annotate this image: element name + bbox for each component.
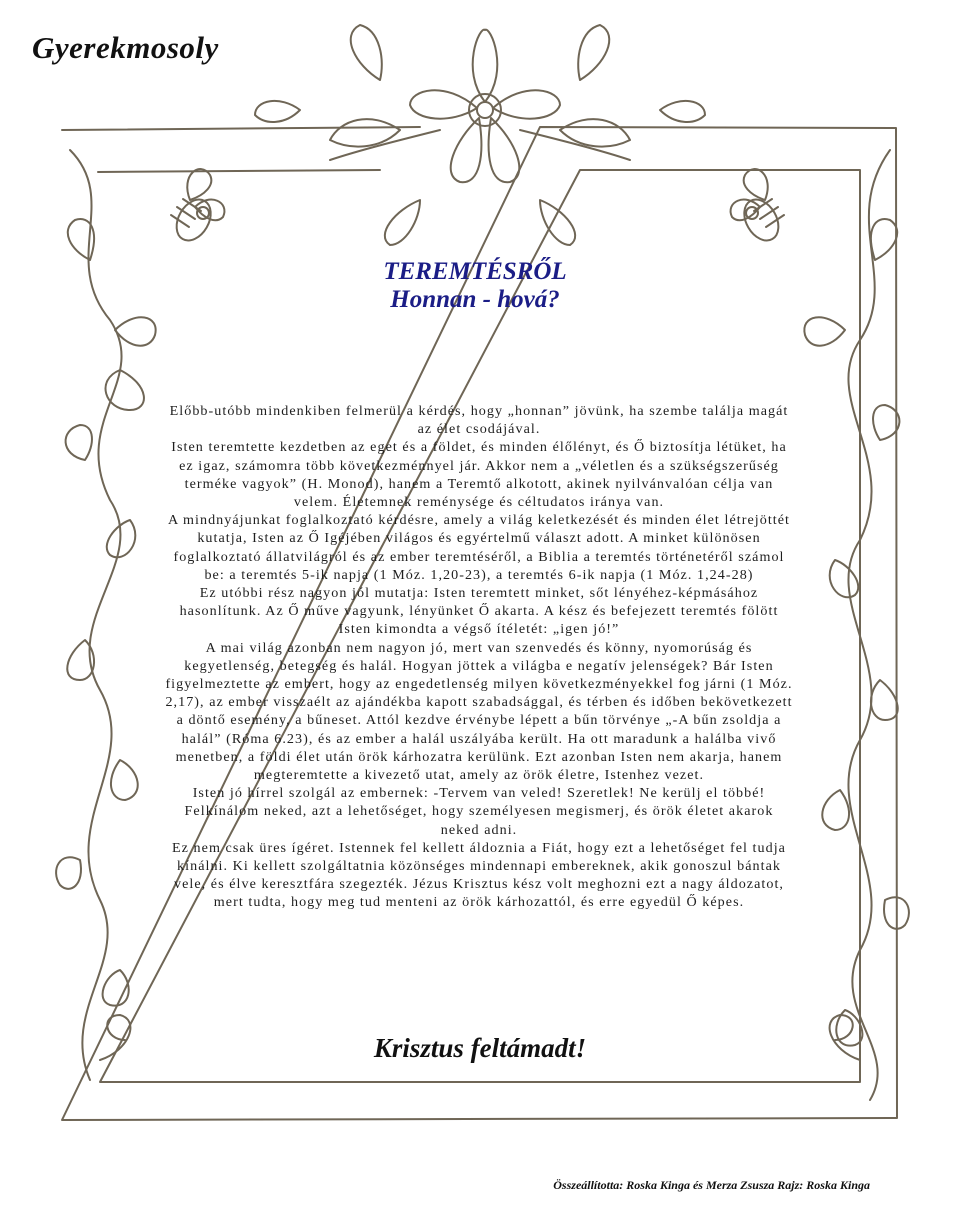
- credits-line: Összeállította: Roska Kinga és Merza Zsusza Rajz: Roska Kinga: [553, 1178, 870, 1192]
- title-line-1: TEREMTÉSRŐL: [383, 258, 567, 285]
- paragraph: Ez utóbbi rész nagyon jól mutatja: Isten teremtett minket, sőt lényéhez-képmásához hasonlítunk. Az Ő műve vagyunk, lényünket Ő akarta. A kész és befejezett teremtés fölött Isten kimondta a végső ítéletét: „igen jó!”: [179, 585, 779, 638]
- paragraph: Isten jó hírrel szolgál az embernek: -Tervem van veled! Szeretlek! Ne kerülj el többé! Felkínálom neked, azt a lehetőséget, hogy személyesen megismerj, és örök életet akarok neked adni.: [184, 785, 774, 838]
- paragraph: Előbb-utóbb mindenkiben felmerül a kérdés, hogy „honnan” jövünk, ha szembe találja magát az élet csodájával.: [169, 403, 789, 438]
- paragraph: A mindnyájunkat foglalkoztató kérdésre, amely a világ keletkezését és minden élet létrejöttét kutatja, Isten az Ő Igéjében világos és egyértelmű választ adott. A minket különösen foglalkoztató állatvilágról és az ember teremtéséről, a Biblia a teremtés történetéről számol be: a teremtés 5-ik napja (1 Móz. 1,20-23), a teremtés 6-ik napja (1 Móz. 1,24-28): [167, 512, 791, 583]
- closing-heading: Krisztus feltámadt!: [373, 1033, 587, 1063]
- paragraph: Ez nem csak üres ígéret. Istennek fel kellett áldoznia a Fiát, hogy ezt a lehetőséget fel tudja kínálni. Ki kellett szolgáltatnia közönséges mindennapi embereknek, akik gonoszul bántak vele, és élve keresztfára szegezték. Jézus Krisztus kész volt meghozni ezt a nagy áldozatot, mert tudta, hogy meg tud menteni az örök kárhozattól, és erre egyedül Ő képes.: [172, 839, 786, 911]
- paragraph: A mai világ azonban nem nagyon jó, mert van szenvedés és könny, nyomorúság és kegyetlenség, betegség és halál. Hogyan jöttek a világba e negatív jelenségek? Bár Isten figyelmeztette az embert, hogy az engedetlenség milyen következményekkel fog járni (1 Móz. 2,17), az ember visszaélt az ajándékba kapott szabadsággal, és térben és időben bekövetkezett a döntő esemény, a bűneset. Attól kezdve érvénybe lépett a bűn törvénye „-A bűn zsoldja a halál” (Róma 6.23), és az ember a halál uszályába került. Ha ott maradunk a halálba vivő menetben, a földi élet után örök kárhozatra kerülünk. Ezt azonban Isten nem akarja, hanem megteremtette a kivezető utat, amely az örök életre, Istenhez vezet.: [165, 639, 793, 784]
- title-line-2: Honnan - hová?: [390, 286, 560, 313]
- page-title: [300, 258, 650, 314]
- article-body: [165, 402, 793, 912]
- brand-title: Gyerekmosoly: [32, 30, 219, 65]
- paragraph: Isten teremtette kezdetben az eget és a földet, és minden élőlényt, és Ő biztosítja létüket, ha ez igaz, számomra több következménnyel jár. Akkor nem a „véletlen és a szükségszerűség terméke vagyok” (H. Monod), hanem a Teremtő alkotott, akinek nyilvánvalóan célja van velem. Életemnek reménysége és céltudatos iránya van.: [171, 439, 787, 511]
